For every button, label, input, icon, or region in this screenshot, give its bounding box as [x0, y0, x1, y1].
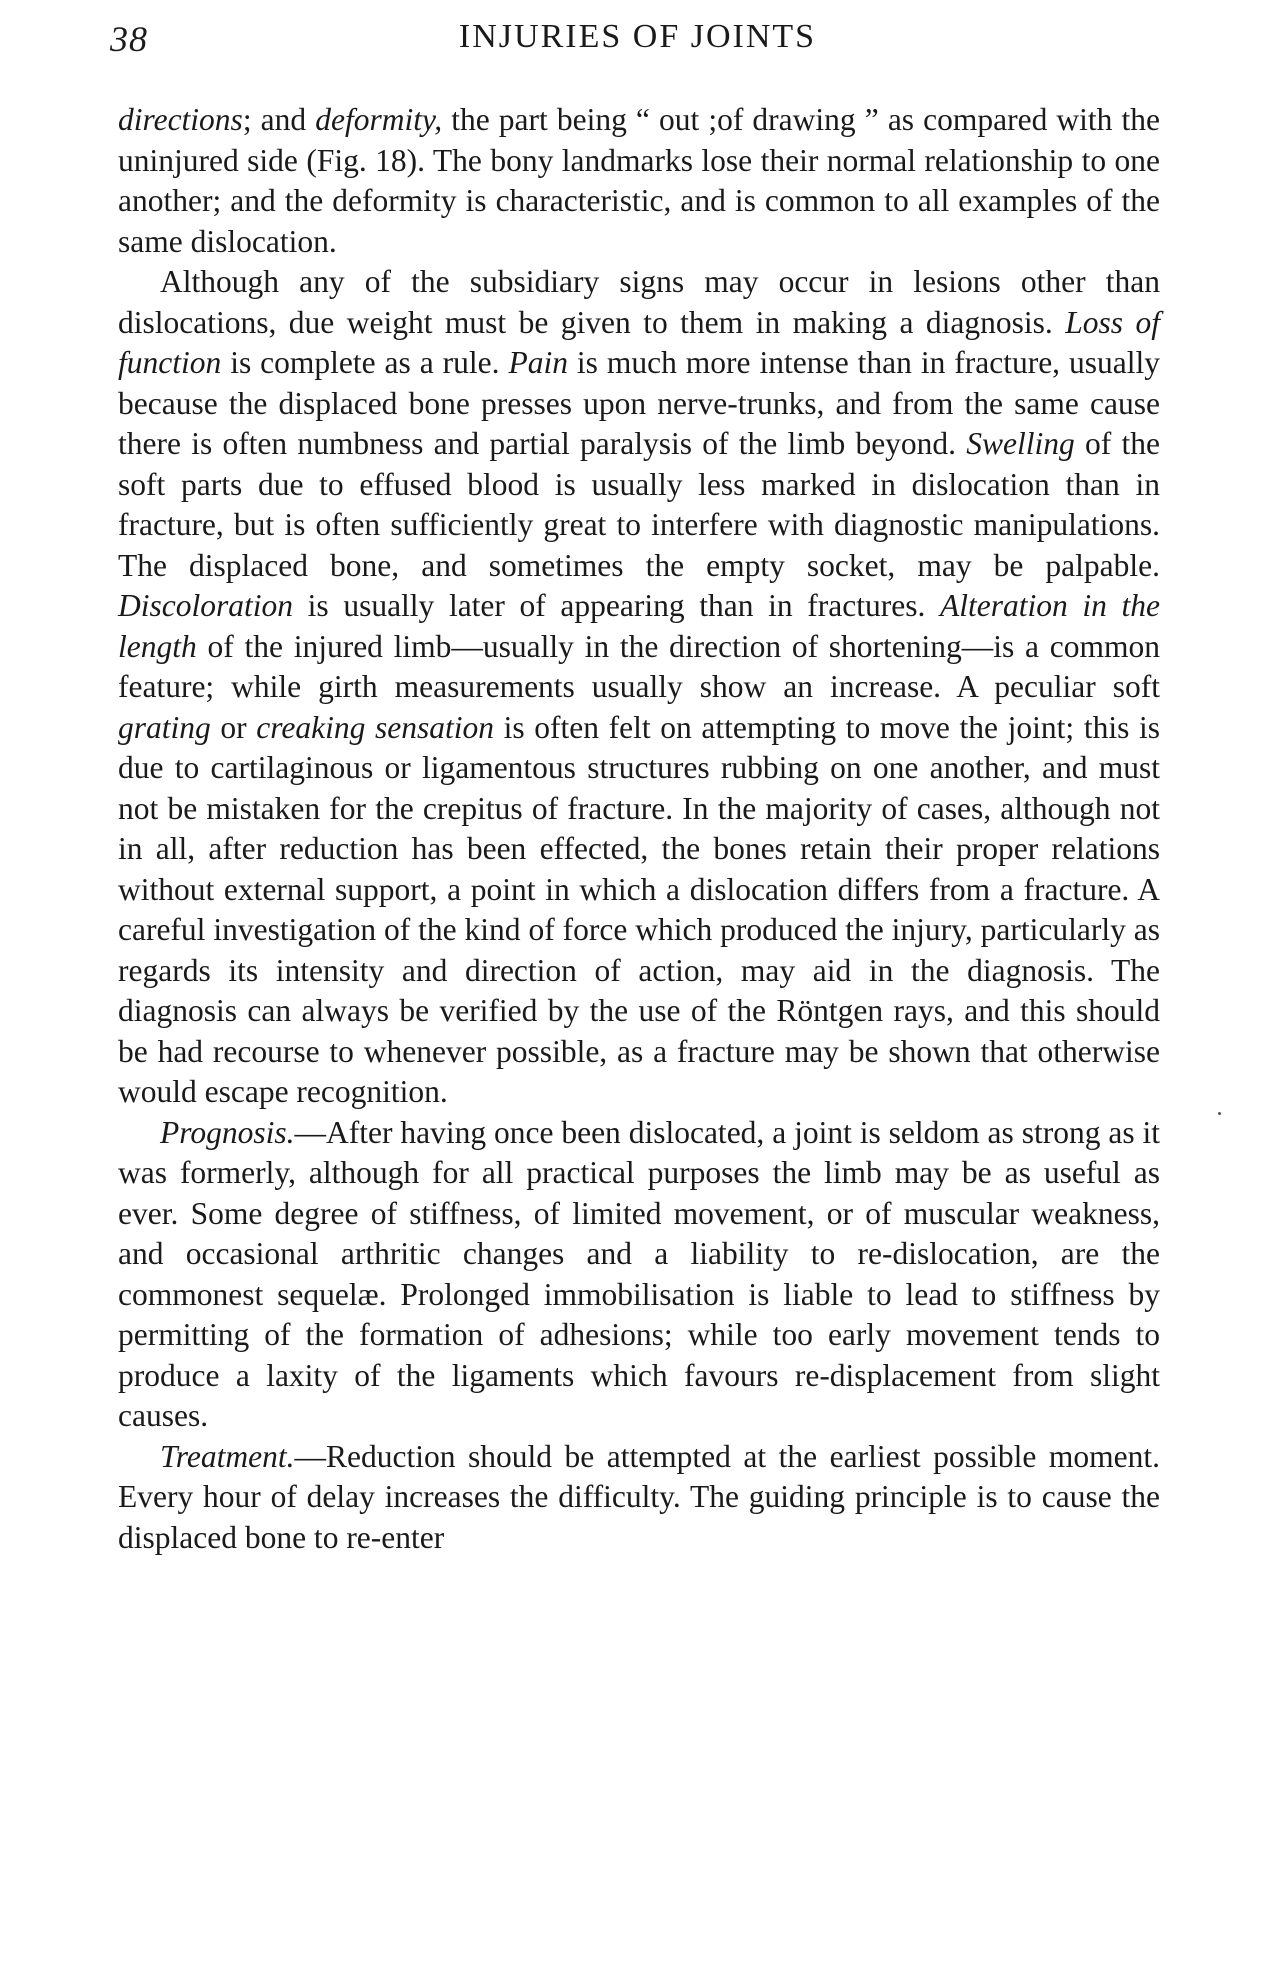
- text-run: is often felt on attempting to move the joint; this is due to cartilaginous or ligamentous structures rubbing on one another, and must not be mistaken for the crepitus of fracture. In the majority of cases, although not in all, after reduction has been effected, the bones retain their proper relations without external support, a point in which a dislocation differs from a fracture. A careful investigation of the kind of force which produced the injury, particularly as regards its intensity and direction of action, may aid in the diagnosis. The diagnosis can always be verified by the use of the Röntgen rays, and this should be had recourse to whenever possible, as a fracture may be shown that otherwise would escape recognition.: [118, 709, 1160, 1109]
- paragraph-continued: [118, 100, 1160, 262]
- italic-text: Alteration in the length: [118, 588, 1160, 664]
- text-run: is complete as a rule.: [221, 345, 509, 380]
- body-text: [118, 100, 1160, 1558]
- text-run: ; and: [242, 102, 316, 137]
- text-run: the part being “ out ;of drawing ” as compared with the uninjured side (Fig. 18). The bony landmarks lose their normal relationship to one another; and the deformity is characteristic, and is common to all examples of the same dislocation.: [118, 102, 1160, 259]
- paragraph-prognosis: [118, 1113, 1160, 1437]
- text-run: is much more intense than in fracture, usually because the displaced bone presses upon nerve-trunks, and from the same cause there is often numbness and partial paralysis of the limb beyond.: [118, 345, 1160, 461]
- italic-text: Treatment.: [160, 1438, 295, 1474]
- paragraph-signs: [118, 262, 1160, 1113]
- italic-text: Discoloration: [118, 588, 294, 623]
- text-run: or: [210, 709, 257, 745]
- italic-text: Swelling: [966, 426, 1075, 461]
- text-run: —Reduction should be attempted at the earliest possible moment. Every hour of delay increases the difficulty. The guiding principle is to cause the displaced bone to re-enter: [118, 1438, 1160, 1555]
- page-number: 38: [110, 19, 148, 59]
- text-run: Although any of the subsidiary signs may occur in lesions other than dislocations, due weight must be given to them in making a diagnosis.: [118, 264, 1160, 340]
- italic-text: deformity,: [315, 102, 443, 137]
- italic-text: directions: [118, 102, 243, 137]
- italic-text: creaking sensation: [256, 709, 494, 745]
- italic-text: Pain: [508, 345, 568, 380]
- italic-text: grating: [118, 709, 211, 745]
- text-run: —After having once been dislocated, a joint is seldom as strong as it was formerly, although for all practical purposes the limb may be as useful as ever. Some degree of stiffness, of limited movement, or of muscular weakness, and occasional arthritic changes and a liability to re-dislocation, are the commonest sequelæ. Prolonged immobilisation is liable to lead to stiffness by permitting of the formation of adhesions; while too early movement tends to produce a laxity of the ligaments which favours re-displacement from slight causes.: [118, 1114, 1160, 1433]
- text-run: is usually later of appearing than in fractures.: [293, 588, 940, 623]
- running-head: [110, 18, 1165, 68]
- text-run: of the soft parts due to effused blood is usually less marked in dislocation than in fracture, but is often sufficiently great to interfere with diagnostic manipulations. The displaced bone, and sometimes the empty socket, may be palpable.: [118, 426, 1160, 583]
- margin-speck: [1218, 1112, 1221, 1115]
- italic-text: Prognosis.: [160, 1114, 295, 1150]
- paragraph-treatment: [118, 1437, 1160, 1559]
- text-run: of the injured limb—usually in the direction of shortening—is a common feature; while girth measurements usually show an increase. A peculiar soft: [118, 628, 1160, 704]
- italic-text: Loss of function: [118, 304, 1160, 380]
- running-head-title: INJURIES OF JOINTS: [458, 18, 817, 55]
